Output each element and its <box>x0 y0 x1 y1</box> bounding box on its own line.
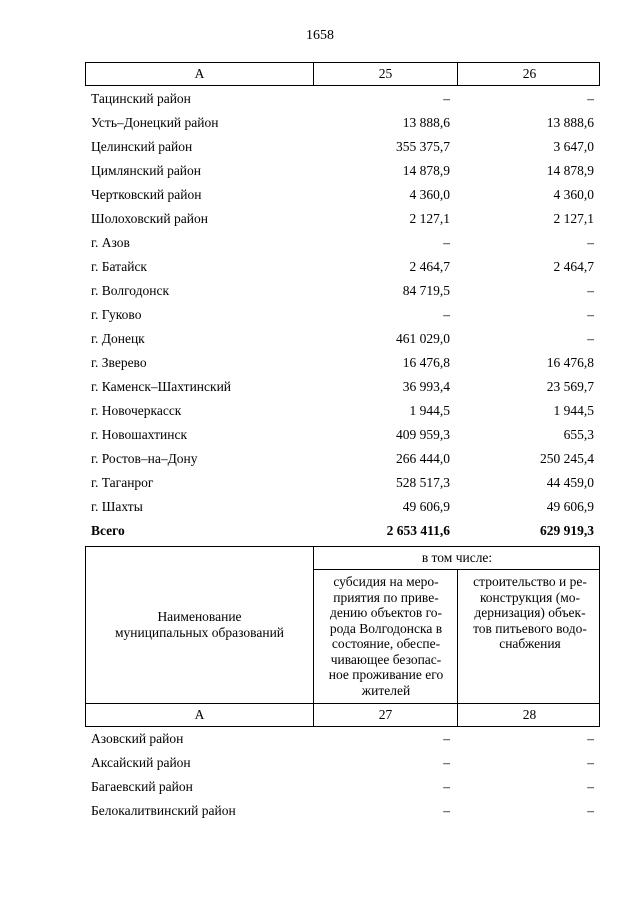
value-c28: – <box>587 755 594 770</box>
value-c26: – <box>587 91 594 106</box>
value-c28: – <box>587 731 594 746</box>
header-col-a: А <box>194 66 205 81</box>
header-col-a-2: А <box>194 707 205 722</box>
name-header-line1: Наименование <box>157 609 242 624</box>
table2-header <box>85 546 600 704</box>
table-row <box>85 751 600 775</box>
municipality-name: г. Новочеркасск <box>91 403 182 418</box>
value-c25: 13 888,6 <box>402 115 450 130</box>
name-header-line2: муниципальных образований <box>114 625 285 640</box>
table-row <box>85 495 600 519</box>
header-line: субсидия на меро- <box>333 574 439 589</box>
municipality-name: г. Зверево <box>91 355 147 370</box>
header-line: конструкция (мо- <box>479 589 581 605</box>
header-line: снабжения <box>499 636 561 651</box>
value-c26: 23 569,7 <box>546 379 594 394</box>
value-c25: – <box>443 307 450 322</box>
municipality-name: Чертковский район <box>91 187 202 202</box>
value-c25: 14 878,9 <box>402 163 450 178</box>
municipality-name: г. Волгодонск <box>91 283 170 298</box>
municipality-name: г. Донецк <box>91 331 145 346</box>
header-col-25: 25 <box>313 63 457 85</box>
value-c26: 2 464,7 <box>553 259 594 274</box>
header-line: дению объектов го- <box>329 605 443 620</box>
table-row <box>85 111 600 135</box>
value-c28: – <box>587 803 594 818</box>
value-c25: 2 653 411,6 <box>386 523 450 538</box>
header-line: тов питьевого водо- <box>473 620 587 636</box>
table-row <box>85 183 600 207</box>
value-c26: 14 878,9 <box>546 163 594 178</box>
table-row <box>85 135 600 159</box>
value-c25: – <box>443 235 450 250</box>
value-c25: 36 993,4 <box>402 379 450 394</box>
value-c27: – <box>443 803 450 818</box>
header-col-26: 26 <box>457 63 601 85</box>
municipality-name: Аксайский район <box>91 755 191 770</box>
table1-header <box>85 62 600 86</box>
municipality-name: г. Каменск–Шахтинский <box>91 379 232 394</box>
table-row <box>85 375 600 399</box>
value-c26: 3 647,0 <box>553 139 594 154</box>
value-c26: – <box>587 235 594 250</box>
header-line: приятия по приве- <box>333 589 439 605</box>
value-c26: 2 127,1 <box>553 211 594 226</box>
municipality-name: Шолоховский район <box>91 211 208 226</box>
table-row <box>85 727 600 751</box>
value-c26: – <box>587 307 594 322</box>
table-row <box>85 399 600 423</box>
municipality-name: Белокалитвинский район <box>91 803 236 818</box>
page-number: 1658 <box>306 28 334 43</box>
value-c26: 629 919,3 <box>540 523 594 538</box>
municipality-name: г. Таганрог <box>91 475 154 490</box>
municipality-name: Багаевский район <box>91 779 193 794</box>
municipality-name: г. Азов <box>91 235 130 250</box>
value-c26: 13 888,6 <box>546 115 594 130</box>
header-line: состояние, обеспе- <box>331 636 441 651</box>
value-c26: – <box>587 331 594 346</box>
value-c26: 49 606,9 <box>546 499 594 514</box>
value-c26: 655,3 <box>563 427 594 442</box>
value-c25: 4 360,0 <box>409 187 450 202</box>
value-c25: 355 375,7 <box>396 139 450 154</box>
value-c26: 16 476,8 <box>546 355 594 370</box>
municipal-name-header <box>86 547 313 703</box>
value-c27: – <box>443 755 450 770</box>
col28-header <box>462 574 598 652</box>
municipality-name: Тацинский район <box>91 91 191 106</box>
municipality-name: г. Гуково <box>91 307 142 322</box>
municipality-name: Цимлянский район <box>91 163 202 178</box>
municipality-name: Усть–Донецкий район <box>91 115 219 130</box>
table-row <box>85 87 600 111</box>
municipality-name: Всего <box>91 523 125 538</box>
value-c25: 1 944,5 <box>409 403 450 418</box>
header-line: ное проживание его <box>328 667 444 682</box>
value-c25: 461 029,0 <box>396 331 450 346</box>
value-c25: 2 464,7 <box>409 259 450 274</box>
header-line: рода Волгодонска в <box>329 620 443 636</box>
table-row <box>85 471 600 495</box>
table-row <box>85 775 600 799</box>
table-row <box>85 255 600 279</box>
table-row <box>85 207 600 231</box>
value-c26: 44 459,0 <box>546 475 594 490</box>
municipality-name: Целинский район <box>91 139 193 154</box>
header-line: строительство и ре- <box>473 574 587 589</box>
header-col-28: 28 <box>457 704 601 726</box>
table2-body <box>85 727 600 823</box>
value-c25: 266 444,0 <box>396 451 450 466</box>
value-c26: – <box>587 283 594 298</box>
value-c25: 409 959,3 <box>396 427 450 442</box>
col27-header <box>318 574 454 698</box>
municipality-name: г. Батайск <box>91 259 147 274</box>
table-row <box>85 231 600 255</box>
value-c25: – <box>443 91 450 106</box>
table-row <box>85 303 600 327</box>
value-c26: 1 944,5 <box>553 403 594 418</box>
including-header: в том числе: <box>421 550 493 565</box>
municipality-name: г. Новошахтинск <box>91 427 187 442</box>
total-row <box>85 519 600 543</box>
table-row <box>85 351 600 375</box>
header-col-27: 27 <box>313 704 457 726</box>
table2-index-header <box>85 703 600 727</box>
value-c25: 49 606,9 <box>402 499 450 514</box>
value-c25: 16 476,8 <box>402 355 450 370</box>
table-row <box>85 327 600 351</box>
header-line: чивающее безопас- <box>330 651 442 667</box>
municipality-name: г. Ростов–на–Дону <box>91 451 198 466</box>
municipality-name: Азовский район <box>91 731 184 746</box>
value-c28: – <box>587 779 594 794</box>
table1-body <box>85 87 600 543</box>
value-c27: – <box>443 779 450 794</box>
value-c25: 528 517,3 <box>396 475 450 490</box>
table-row <box>85 423 600 447</box>
table-row <box>85 159 600 183</box>
value-c27: – <box>443 731 450 746</box>
table-row <box>85 447 600 471</box>
value-c25: 84 719,5 <box>402 283 450 298</box>
value-c26: 250 245,4 <box>540 451 594 466</box>
table-row <box>85 799 600 823</box>
header-line: жителей <box>361 682 411 698</box>
header-line: дернизация) объек- <box>474 605 586 620</box>
table-row <box>85 279 600 303</box>
municipality-name: г. Шахты <box>91 499 143 514</box>
value-c25: 2 127,1 <box>409 211 450 226</box>
value-c26: 4 360,0 <box>553 187 594 202</box>
